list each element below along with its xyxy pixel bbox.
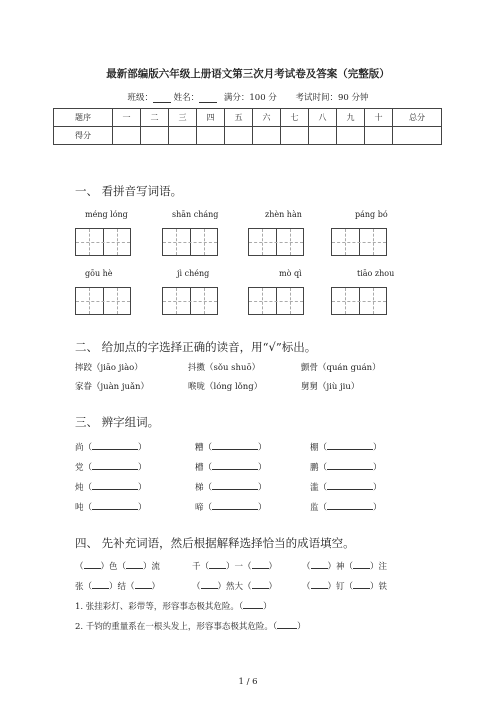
pinyin-label: tiāo zhou — [357, 269, 395, 278]
char-prompt: 槽（ — [195, 463, 213, 473]
pinyin-label: shān cháng — [172, 210, 219, 219]
tian-grid-box[interactable] — [248, 228, 304, 256]
word-pair — [195, 500, 267, 513]
char-prompt: 梯（ — [195, 483, 213, 493]
idiom-blank[interactable] — [252, 559, 269, 569]
reading-choice[interactable]: 舅舅（jiù jiu） — [301, 382, 360, 392]
close-paren: ） — [373, 463, 382, 473]
word-blank[interactable] — [92, 440, 138, 450]
score-cell[interactable] — [113, 127, 141, 145]
char-prompt: 啼（ — [195, 503, 213, 513]
answer-blank[interactable] — [243, 599, 263, 609]
reading-choice[interactable]: 颤骨（quán guán） — [301, 363, 381, 373]
header-cell: 九 — [337, 109, 365, 127]
score-cell[interactable] — [141, 127, 169, 145]
class-label: 班级： — [127, 93, 153, 103]
score-cell[interactable] — [253, 127, 281, 145]
section-1-heading: 一、 看拼音写词语。 — [75, 184, 183, 198]
idiom-blank[interactable] — [353, 559, 370, 569]
score-cell[interactable] — [309, 127, 337, 145]
idiom-blank[interactable] — [353, 579, 370, 589]
class-blank[interactable] — [153, 102, 171, 103]
idiom-blank[interactable] — [126, 559, 143, 569]
word-pair — [195, 440, 267, 453]
idiom-item: （ ）神（ ）注 — [302, 559, 387, 572]
close-paren: ） — [138, 503, 147, 513]
word-blank[interactable] — [212, 460, 258, 470]
header-cell: 七 — [281, 109, 309, 127]
word-blank[interactable] — [327, 460, 373, 470]
reading-choice[interactable]: 家眷（juàn juǎn） — [75, 382, 150, 392]
idiom-item: 千（ ）一（ ） — [192, 559, 277, 572]
idiom-blank[interactable] — [252, 579, 269, 589]
score-row — [54, 127, 442, 145]
word-blank[interactable] — [212, 440, 258, 450]
word-blank[interactable] — [212, 500, 258, 510]
section-2-heading: 二、 给加点的字选择正确的读音，用“√”标出。 — [75, 340, 317, 354]
exam-info — [0, 91, 496, 103]
char-prompt: 鹏（ — [310, 463, 328, 473]
word-blank[interactable] — [212, 480, 258, 490]
header-cell: 三 — [169, 109, 197, 127]
word-pair — [310, 480, 382, 493]
close-paren: ） — [138, 483, 147, 493]
close-paren: ） — [258, 463, 267, 473]
word-blank[interactable] — [327, 480, 373, 490]
tian-grid-box[interactable] — [331, 228, 387, 256]
score-cell[interactable] — [365, 127, 393, 145]
page-number: 1 / 6 — [238, 677, 258, 687]
word-pair — [75, 500, 147, 513]
tian-grid-box[interactable] — [331, 287, 387, 315]
char-prompt: 尚（ — [75, 443, 93, 453]
pinyin-label: mò qì — [279, 269, 302, 278]
full-score: 满分：100 分 — [223, 93, 277, 103]
score-cell[interactable] — [393, 127, 442, 145]
idiom-item: （ ）然大（ ） — [192, 579, 277, 592]
pinyin-label: páng bó — [355, 210, 388, 219]
tian-grid-box[interactable] — [162, 287, 218, 315]
idiom-blank[interactable] — [311, 559, 328, 569]
answer-blank[interactable] — [277, 619, 297, 629]
reading-choice[interactable]: 喉咙（lóng lǒng） — [188, 382, 263, 392]
header-cell: 五 — [225, 109, 253, 127]
exam-time: 考试时间：90 分钟 — [295, 93, 369, 103]
score-table — [53, 108, 442, 145]
name-blank[interactable] — [199, 102, 217, 103]
close-paren: ） — [258, 503, 267, 513]
reading-choice[interactable]: 抖擞（sǒu shuō） — [188, 363, 261, 373]
word-pair — [75, 460, 147, 473]
pinyin-label: zhèn hàn — [265, 210, 302, 219]
word-blank[interactable] — [92, 500, 138, 510]
section-4-heading: 四、 先补充词语，然后根据解释选择恰当的成语填空。 — [75, 536, 355, 550]
score-table-header — [54, 109, 442, 127]
char-prompt: 棚（ — [310, 443, 328, 453]
word-pair — [195, 480, 267, 493]
pinyin-label: gōu hè — [85, 269, 113, 278]
tian-grid-box[interactable] — [75, 287, 131, 315]
idiom-item: （ ）色（ ）流 — [75, 559, 160, 572]
score-cell[interactable] — [225, 127, 253, 145]
close-paren: ） — [373, 503, 382, 513]
header-cell: 总分 — [393, 109, 442, 127]
word-pair — [310, 440, 382, 453]
score-cell[interactable] — [197, 127, 225, 145]
close-paren: ） — [138, 463, 147, 473]
char-prompt: 监（ — [310, 503, 328, 513]
header-cell: 一 — [113, 109, 141, 127]
idiom-question: 2. 千钧的重量系在一根头发上，形容事态极其危险。（ ） — [75, 619, 306, 632]
document-title: 最新部编版六年级上册语文第三次月考试卷及答案（完整版） — [106, 68, 390, 80]
question-text: 2. 千钧的重量系在一根头发上，形容事态极其危险。（ — [75, 622, 278, 632]
char-prompt: 炖（ — [75, 483, 93, 493]
idiom-blank[interactable] — [209, 559, 226, 569]
word-pair — [75, 440, 147, 453]
idiom-blank[interactable] — [201, 579, 218, 589]
word-blank[interactable] — [92, 460, 138, 470]
close-paren: ） — [373, 483, 382, 493]
header-cell: 十 — [365, 109, 393, 127]
name-label: 姓名： — [173, 93, 200, 103]
score-cell[interactable] — [337, 127, 365, 145]
reading-choice[interactable]: 摔跤（jiāo jiào） — [75, 363, 143, 373]
score-cell[interactable] — [169, 127, 197, 145]
char-prompt: 滥（ — [310, 483, 328, 493]
word-pair — [310, 500, 382, 513]
close-paren: ） — [258, 443, 267, 453]
word-pair — [75, 480, 147, 493]
header-cell: 四 — [197, 109, 225, 127]
header-cell: 二 — [141, 109, 169, 127]
tian-grid-box[interactable] — [75, 228, 131, 256]
score-cell[interactable] — [281, 127, 309, 145]
close-paren: ） — [138, 443, 147, 453]
char-prompt: 党（ — [75, 463, 93, 473]
idiom-blank[interactable] — [92, 579, 109, 589]
idiom-blank[interactable] — [135, 579, 152, 589]
idiom-item: 张（ ）结（ ） — [75, 579, 160, 592]
pinyin-label: méng lóng — [85, 210, 128, 219]
word-blank[interactable] — [92, 480, 138, 490]
close-paren: ） — [373, 443, 382, 453]
idiom-item: （ ）钉（ ）铁 — [302, 579, 387, 592]
score-row-label: 得分 — [54, 127, 113, 145]
idiom-question: 1. 张挂彩灯、彩带等，形容事态极其危险。（ ） — [75, 599, 272, 612]
header-cell: 六 — [253, 109, 281, 127]
tian-grid-box[interactable] — [248, 287, 304, 315]
word-pair — [195, 460, 267, 473]
section-3-heading: 三、 辨字组词。 — [75, 415, 160, 429]
pinyin-label: jì chéng — [177, 269, 210, 278]
close-paren: ） — [258, 483, 267, 493]
word-blank[interactable] — [327, 500, 373, 510]
question-text: 1. 张挂彩灯、彩带等，形容事态极其危险。（ — [75, 602, 244, 612]
word-pair — [310, 460, 382, 473]
idiom-blank[interactable] — [311, 579, 328, 589]
char-prompt: 吨（ — [75, 503, 93, 513]
char-prompt: 糟（ — [195, 443, 213, 453]
word-blank[interactable] — [327, 440, 373, 450]
tian-grid-box[interactable] — [162, 228, 218, 256]
header-cell: 八 — [309, 109, 337, 127]
idiom-blank[interactable] — [84, 559, 101, 569]
header-cell: 题序 — [54, 109, 113, 127]
